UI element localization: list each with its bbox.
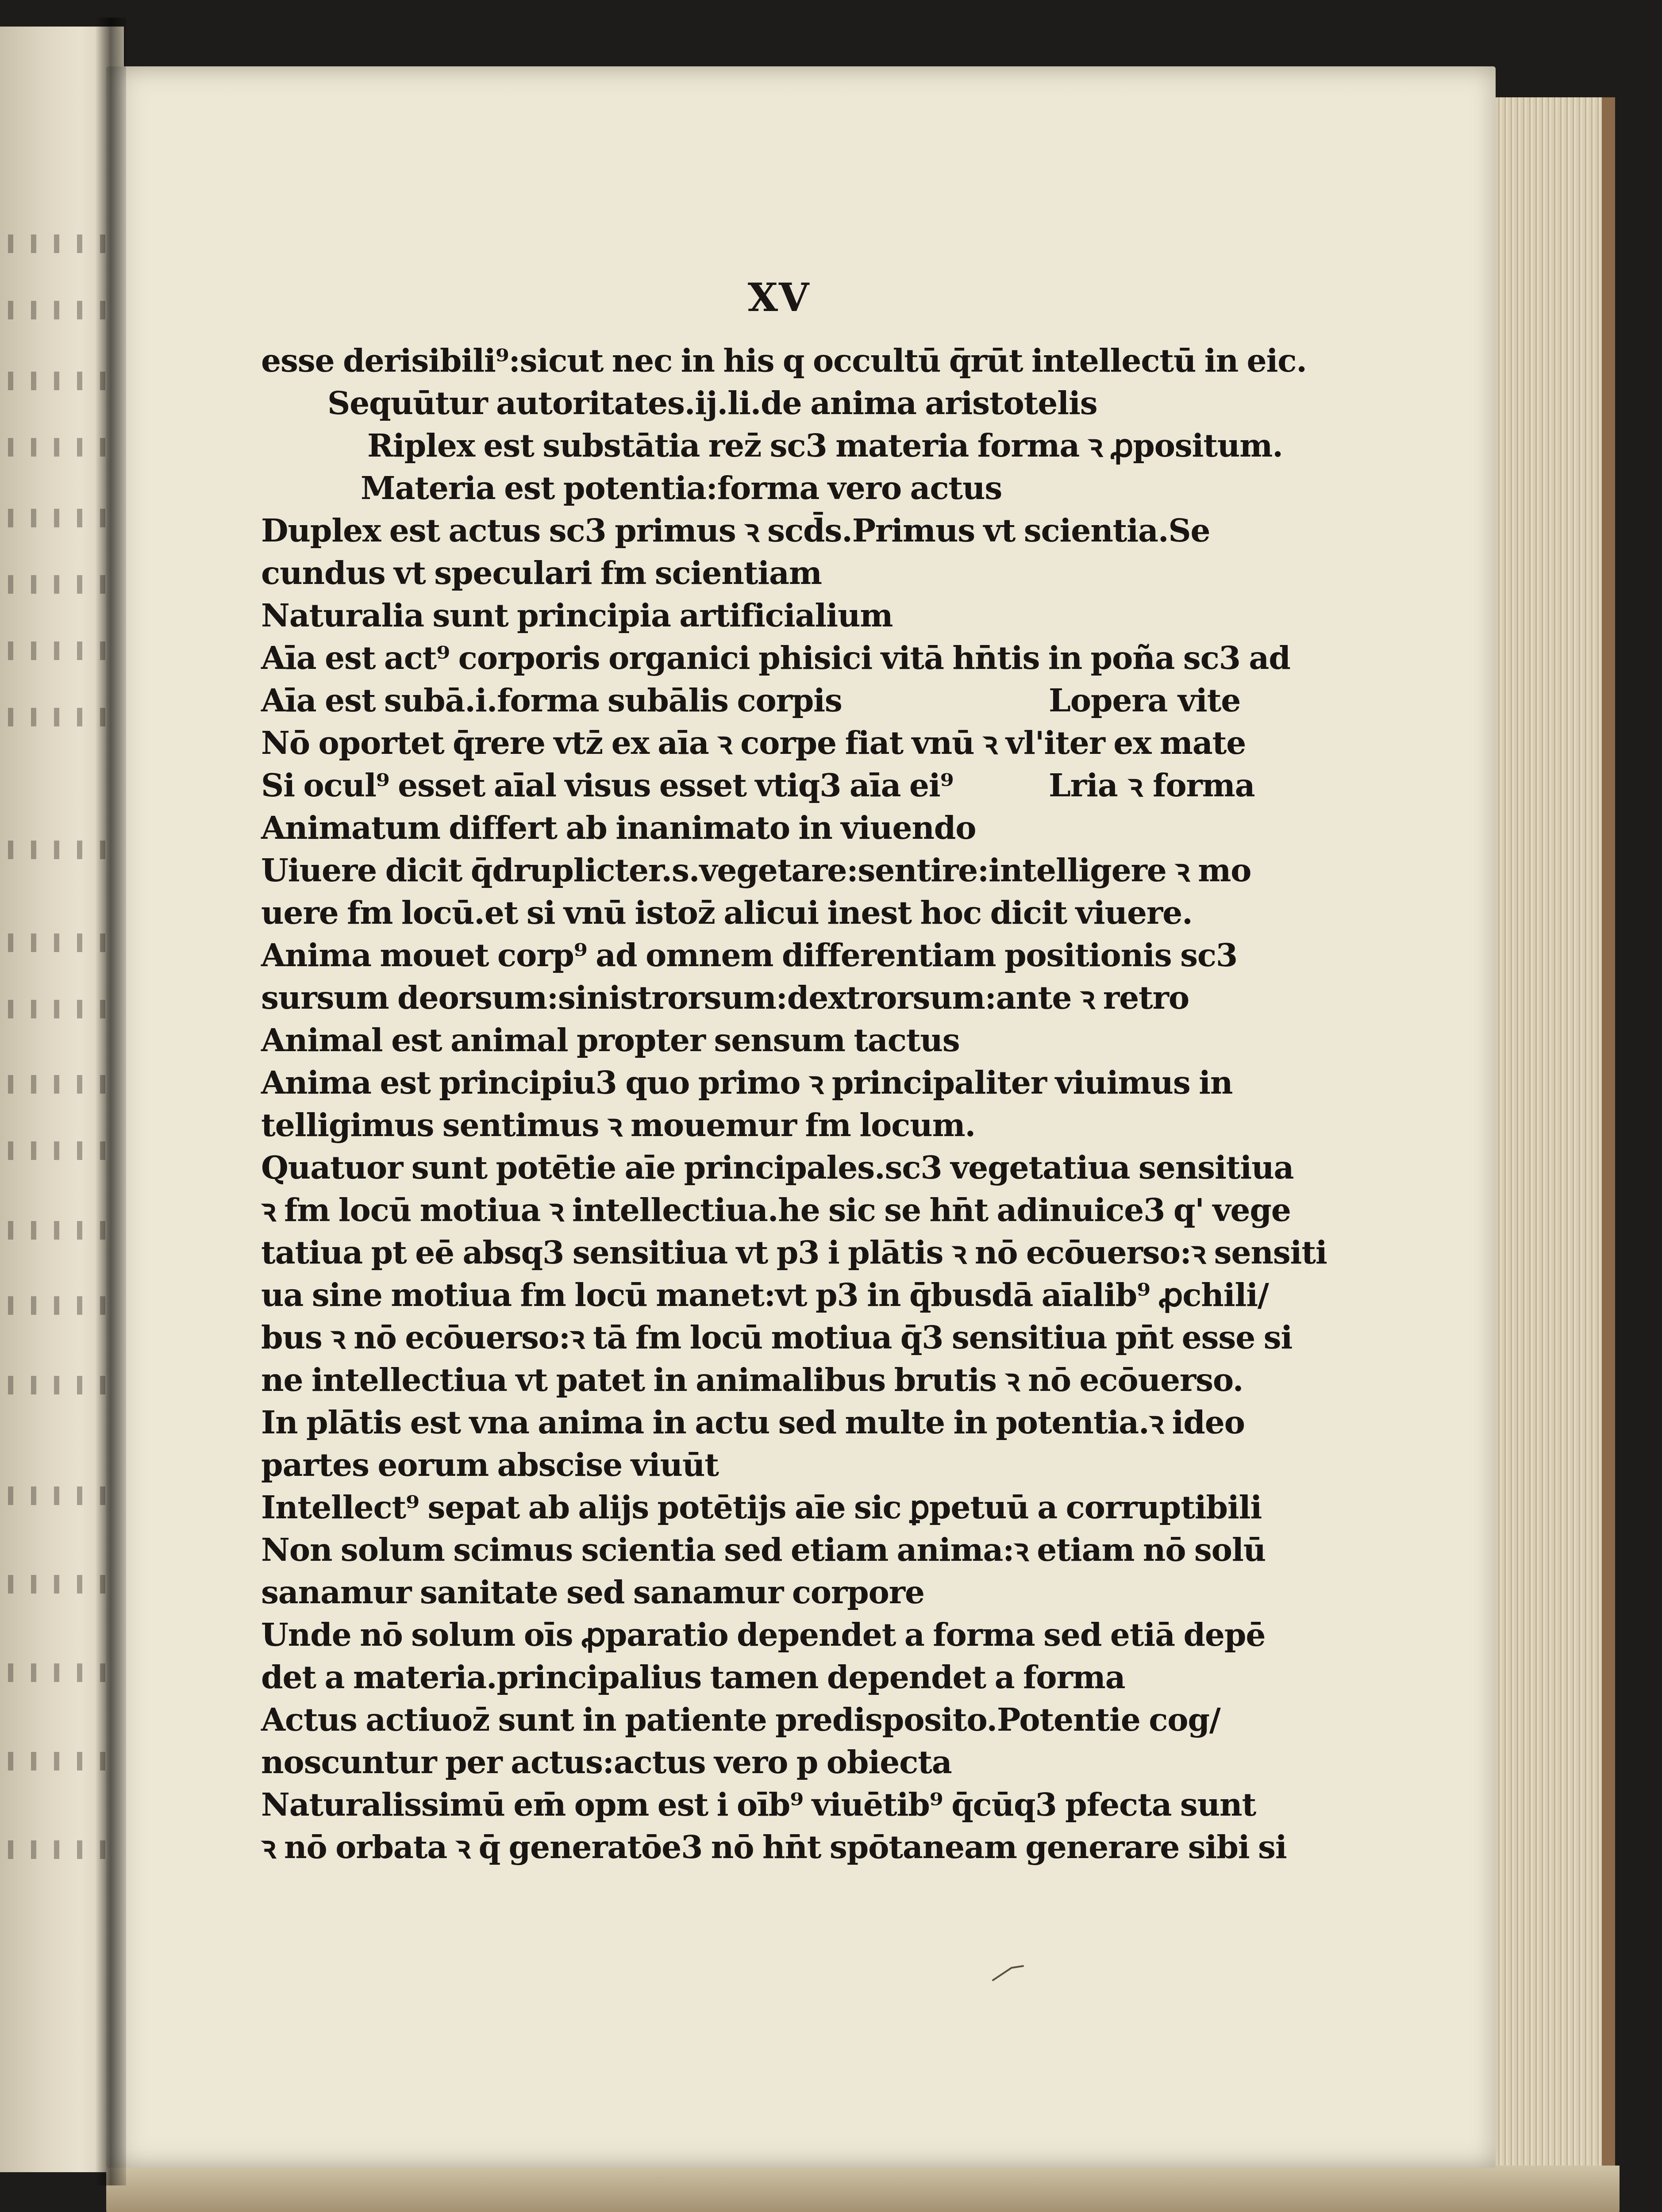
text-line: Naturalia sunt principia artificialium bbox=[261, 597, 893, 634]
margin-note: Lopera vite bbox=[1049, 682, 1241, 719]
text-line: Anima est principiu3 quo primo ꝛ principaliter viuimus in bbox=[261, 1064, 1233, 1101]
text-line: Quatuor sunt potētie aīe principales.sc3 vegetatiua sensitiua bbox=[261, 1149, 1294, 1186]
text-line: esse derisibili⁹:sicut nec in his q occultū q̄rūt intellectū in eic. bbox=[261, 342, 1307, 379]
text-line: ꝛ nō orbata ꝛ q̄ generatōe3 nō hn̄t spōtaneam generare sibi si bbox=[261, 1828, 1287, 1866]
text-line: In plātis est vna anima in actu sed multe in potentia.ꝛ ideo bbox=[261, 1404, 1245, 1441]
text-line: uere fm locū.et si vnū istoz̄ alicui inest hoc dicit viuere. bbox=[261, 894, 1193, 931]
text-block bbox=[261, 338, 1327, 1913]
text-line: Unde nō solum oīs ꝓparatio dependet a forma sed etiā depē bbox=[261, 1616, 1266, 1653]
text-line: sanamur sanitate sed sanamur corpore bbox=[261, 1574, 924, 1611]
gutter-shadow bbox=[95, 18, 126, 2185]
text-line: tatiua pt eē absq3 sensitiua vt p3 i plātis ꝛ nō ecōuerso:ꝛ sensiti bbox=[261, 1234, 1327, 1271]
folio-number: XV bbox=[747, 274, 810, 320]
text-line: Anima mouet corp⁹ ad omnem differentiam positionis sc3 bbox=[261, 937, 1238, 974]
text-line: Aīa est act⁹ corporis organici phisici vitā hn̄tis in poña sc3 ad bbox=[261, 639, 1290, 676]
page-bottom-edge bbox=[106, 2166, 1620, 2212]
text-line: Non solum scimus scientia sed etiam anima:ꝛ etiam nō solū bbox=[261, 1531, 1266, 1568]
text-line: sursum deorsum:sinistrorsum:dextrorsum:ante ꝛ retro bbox=[261, 979, 1189, 1016]
text-line: det a materia.principalius tamen dependet a forma bbox=[261, 1659, 1125, 1696]
text-line: noscuntur per actus:actus vero p obiecta bbox=[261, 1743, 952, 1781]
text-line: Riplex est substātia rez̄ sc3 materia forma ꝛ ꝓpositum. bbox=[367, 427, 1283, 464]
text-line: Animatum differt ab inanimato in viuendo bbox=[261, 809, 976, 846]
text-line: Materia est potentia:forma vero actus bbox=[361, 469, 1002, 507]
text-line: cundus vt speculari fm scientiam bbox=[261, 554, 822, 591]
text-line: Uiuere dicit q̄druplicter.s.vegetare:sentire:intelligere ꝛ mo bbox=[261, 852, 1251, 889]
text-line: telligimus sentimus ꝛ mouemur fm locum. bbox=[261, 1106, 976, 1144]
section-heading: Sequūtur autoritates.ij.li.de anima aristotelis bbox=[327, 384, 1097, 422]
text-line: ne intellectiua vt patet in animalibus brutis ꝛ nō ecōuerso. bbox=[261, 1361, 1243, 1398]
text-line: Intellect⁹ sepat ab alijs potētijs aīe sic ꝑpetuū a corruptibili bbox=[261, 1489, 1262, 1526]
text-line: Si ocul⁹ esset aīal visus esset vtiq3 aīa ei⁹ bbox=[261, 767, 954, 804]
text-line: ꝛ fm locū motiua ꝛ intellectiua.he sic se hn̄t adinuice3 q' vege bbox=[261, 1191, 1291, 1229]
text-line: Nō oportet q̄rere vtz̄ ex aīa ꝛ corpe fiat vnū ꝛ vl'iter ex mate bbox=[261, 724, 1246, 761]
pen-stroke-mark bbox=[991, 1964, 1027, 1982]
margin-note: Lria ꝛ forma bbox=[1049, 767, 1255, 804]
page-fore-edge bbox=[1496, 97, 1615, 2177]
text-line: Duplex est actus sc3 primus ꝛ scd̄s.Primus vt scientia.Se bbox=[261, 512, 1210, 549]
text-line: Animal est animal propter sensum tactus bbox=[261, 1022, 960, 1059]
text-line: Actus actiuoz̄ sunt in patiente predisposito.Potentie cog/ bbox=[261, 1701, 1220, 1738]
text-line: partes eorum abscise viuūt bbox=[261, 1446, 719, 1483]
text-line: Aīa est subā.i.forma subālis corpis bbox=[261, 682, 842, 719]
text-line: ua sine motiua fm locū manet:vt p3 in q̄busdā aīalib⁹ ꝓchili/ bbox=[261, 1276, 1269, 1313]
text-line: bus ꝛ nō ecōuerso:ꝛ tā fm locū motiua q̄3 sensitiua pn̄t esse si bbox=[261, 1319, 1293, 1356]
text-line: Naturalissimū em̄ opm est i oīb⁹ viuētib⁹ q̄cūq3 pfecta sunt bbox=[261, 1786, 1256, 1823]
